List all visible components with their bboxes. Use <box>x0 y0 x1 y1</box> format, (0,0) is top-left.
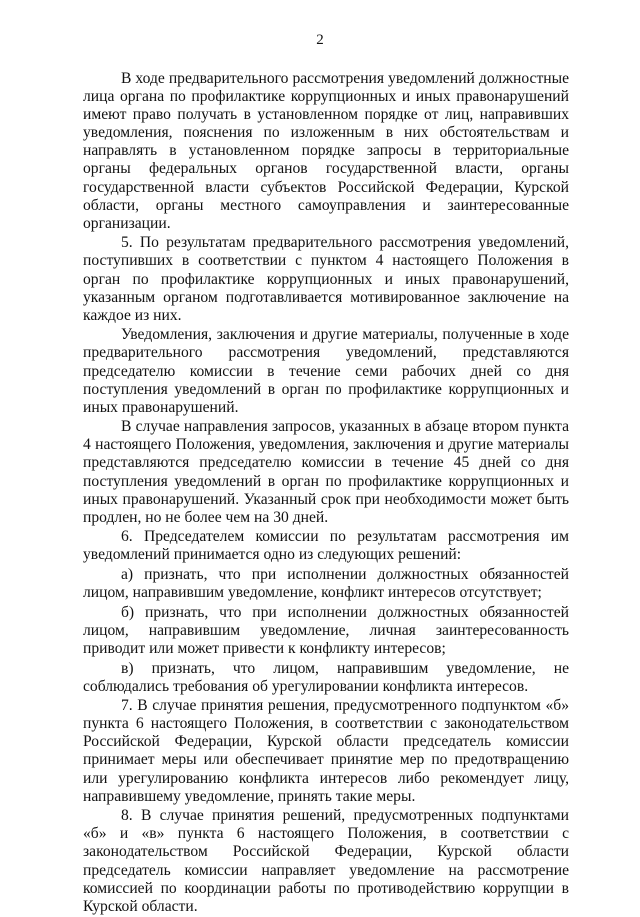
paragraph-item-8: 8. В случае принятия решений, предусмотренных подпунктами «б» и «в» пункта 6 настоящего Положения, в соответствии с законодательством Российской Федерации, Курской области председатель комиссии направляет уведомление на рассмотрение комиссией по координации работы по противодействию коррупции в Курской области. <box>83 807 569 915</box>
paragraph-item-5: 5. По результатам предварительного рассмотрения уведомлений, поступивших в соответствии с пунктом 4 настоящего Положения в орган по профилактике коррупционных и иных правонарушений, указанным органом подготавливается мотивированное заключение на каждое из них. <box>83 234 569 324</box>
paragraph-item-6b: б) признать, что при исполнении должностных обязанностей лицом, направившим уведомление, личная заинтересованность приводит или может привести к конфликту интересов; <box>83 603 569 657</box>
paragraph-materials-submission: Уведомления, заключения и другие материалы, полученные в ходе предварительного рассмотрения уведомлений, представляются председателю комиссии в течение семи рабочих дней со дня поступления уведомлений в орган по профилактике коррупционных и иных правонарушений. <box>83 326 569 416</box>
paragraph-item-7: 7. В случае принятия решения, предусмотренного подпунктом «б» пункта 6 настоящего Положения, в соответствии с законодательством Российской Федерации, Курской области председатель комиссии принимает меры или обеспечивает принятие мер по предотвращению или урегулированию конфликта интересов либо рекомендует лицу, направившему уведомление, принять такие меры. <box>83 697 569 805</box>
paragraph-item-6v: в) признать, что лицом, направившим уведомление, не соблюдались требования об урегулировании конфликта интересов. <box>83 659 569 695</box>
paragraph-item-6a: а) признать, что при исполнении должностных обязанностей лицом, направившим уведомление, конфликт интересов отсутствует; <box>83 566 569 602</box>
document-body <box>83 70 569 917</box>
page-number: 2 <box>316 32 324 48</box>
paragraph-item-6: 6. Председателем комиссии по результатам рассмотрения им уведомлений принимается одно из следующих решений: <box>83 528 569 564</box>
paragraph-requests-deadline: В случае направления запросов, указанных в абзаце втором пункта 4 настоящего Положения, уведомления, заключения и другие материалы представляются председателю комиссии в течение 45 дней со дня поступления уведомлений в орган по профилактике коррупционных и иных правонарушений. Указанный срок при необходимости может быть продлен, но не более чем на 30 дней. <box>83 418 569 526</box>
paragraph-preliminary-review-rights: В ходе предварительного рассмотрения уведомлений должностные лица органа по профилактике коррупционных и иных правонарушений имеют право получать в установленном порядке от лиц, направивших уведомления, пояснения по изложенным в них обстоятельствам и направлять в установленном порядке запросы в территориальные органы федеральных органов государственной власти, органы государственной власти субъектов Российской Федерации, Курской области, органы местного самоуправления и заинтересованные организации. <box>83 70 569 232</box>
